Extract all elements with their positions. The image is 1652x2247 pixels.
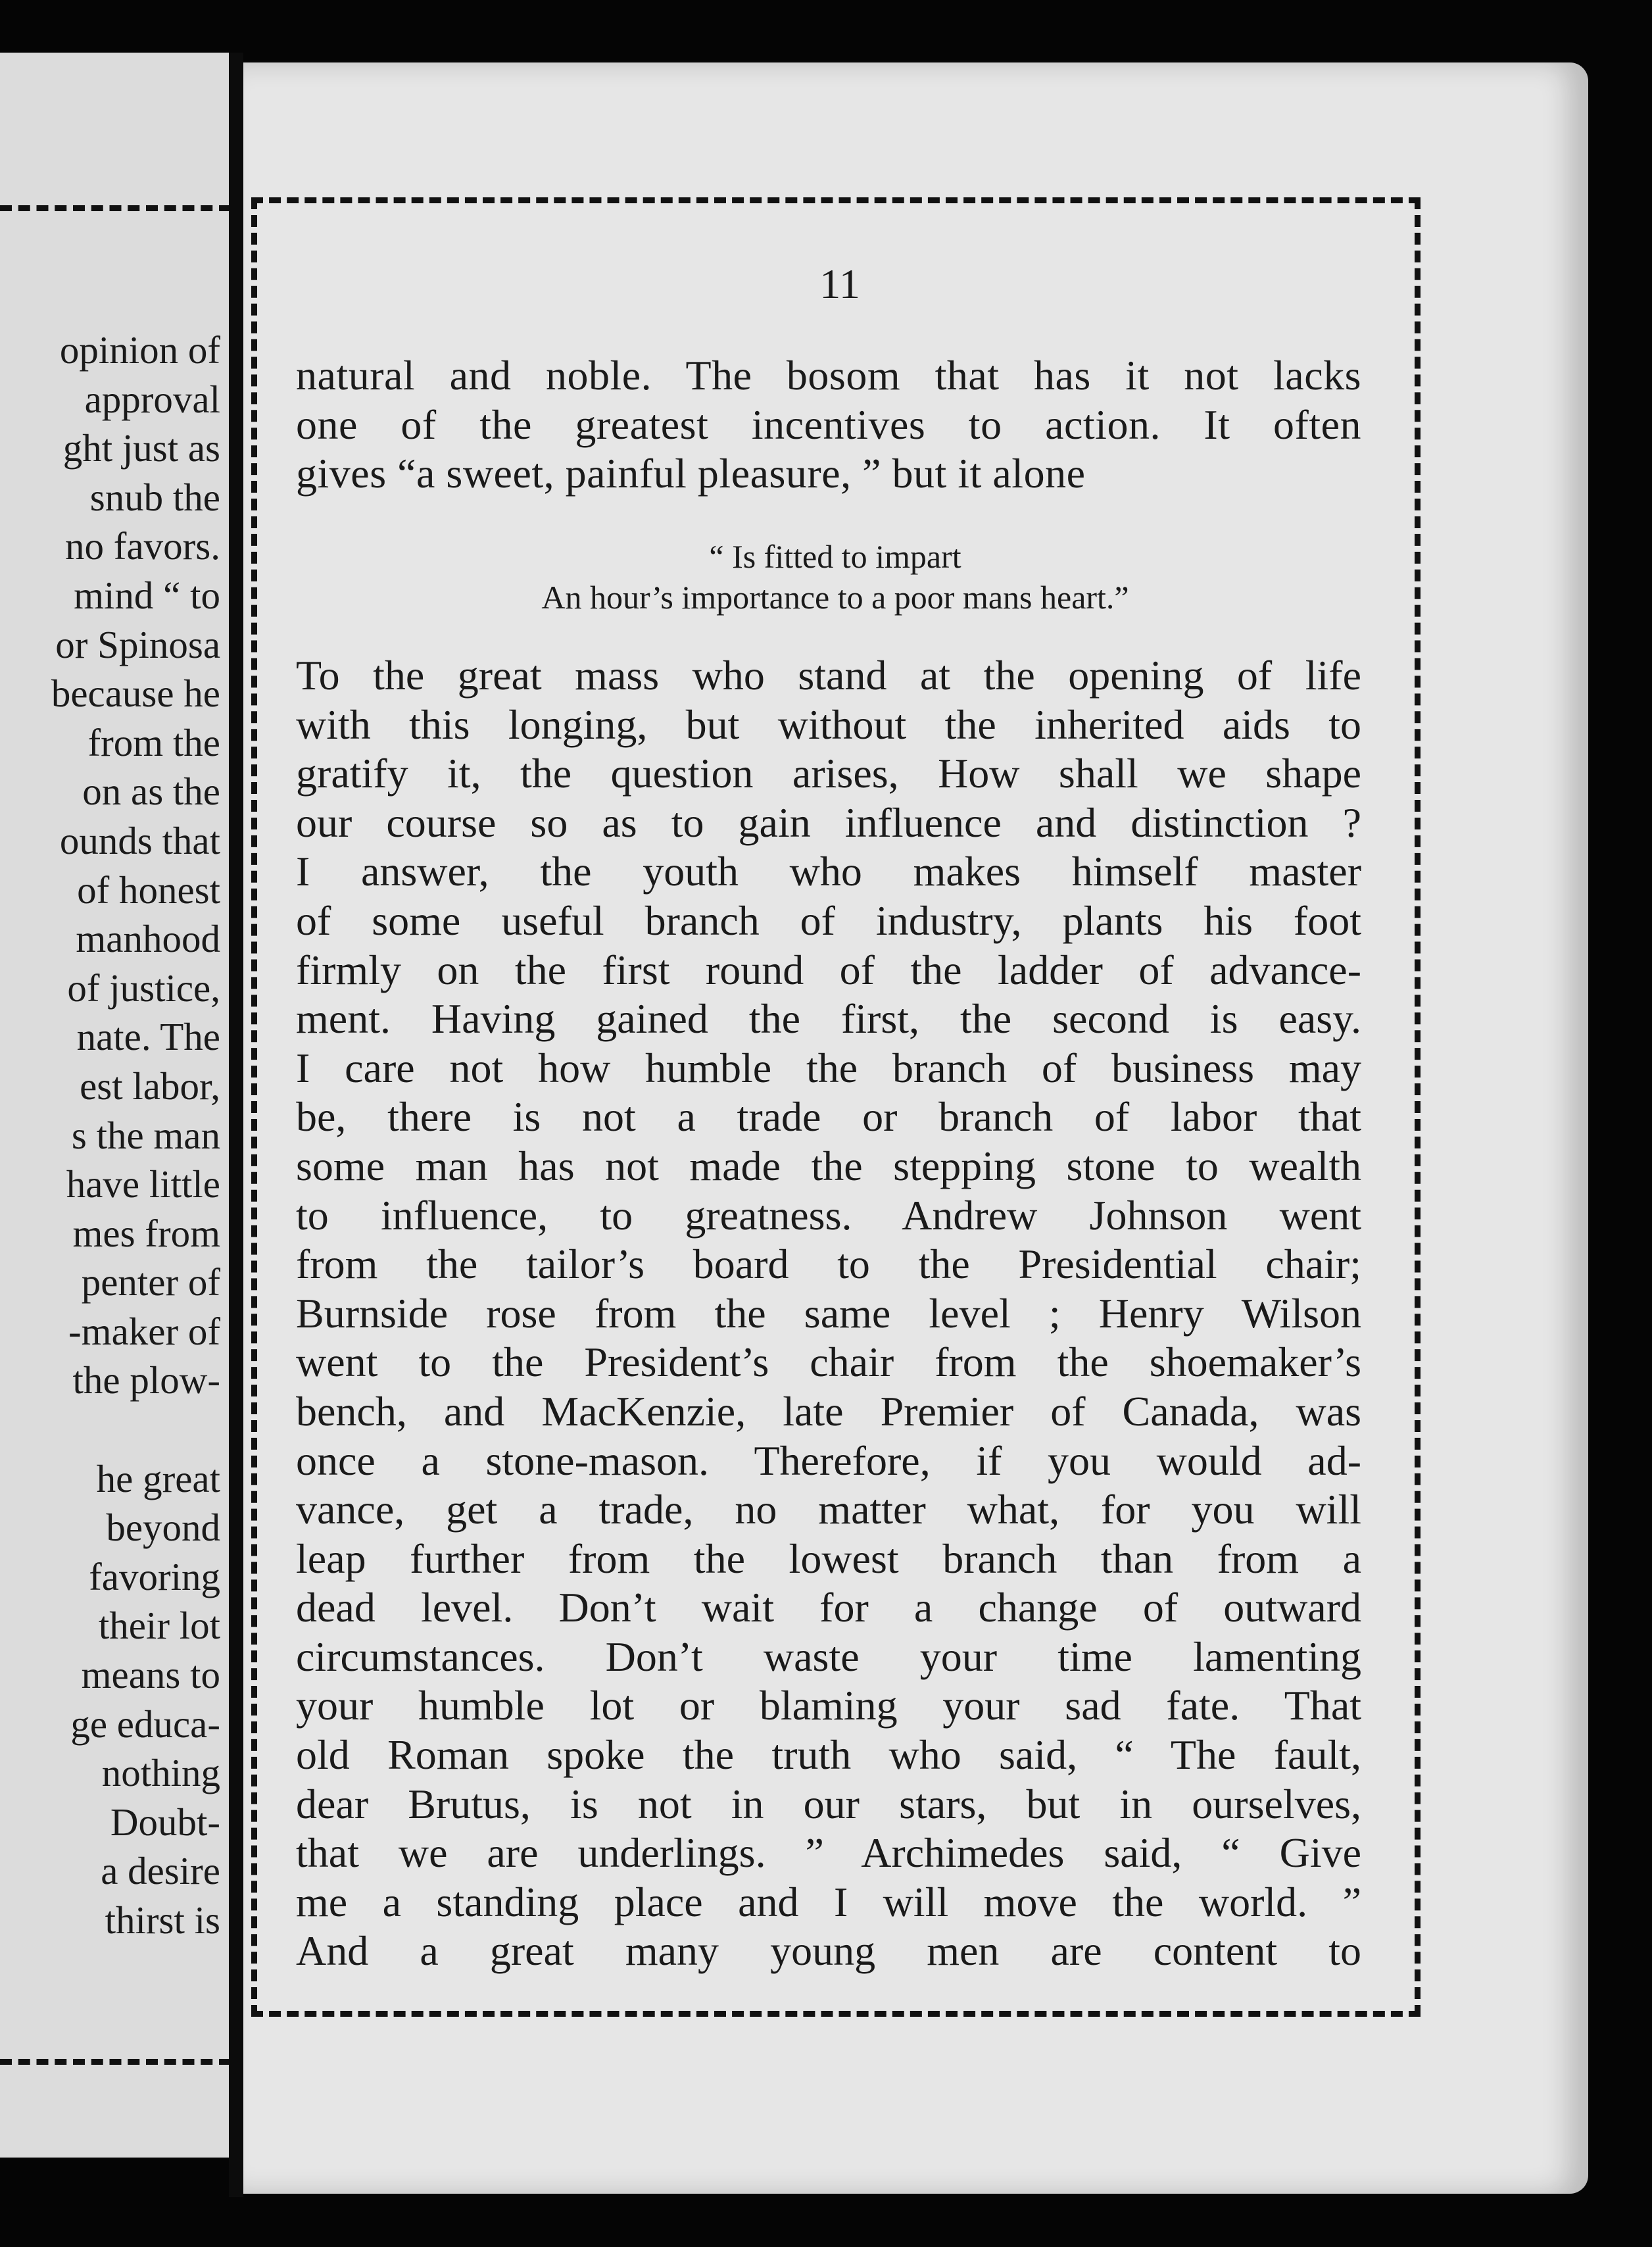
text-line: gratify it, the question arises, How shall we shape [296,750,1361,797]
text-line: vance, get a trade, no matter what, for you will [296,1486,1361,1533]
text-line: have little [66,1162,220,1206]
text-line: Burnside rose from the same level ; Henry Wilson [296,1289,1361,1337]
text-line: est labor, [80,1064,220,1108]
text-line [0,1405,220,1454]
text-line: our course so as to gain influence and distinction ? [296,799,1361,846]
text-line: because he [51,672,220,716]
text-line: To the great mass who stand at the opening of life [296,652,1361,699]
text-line: approval [84,377,220,421]
text-line: one of the greatest incentives to action. It often [296,401,1361,448]
text-line: ment. Having gained the first, the second is easy. [296,995,1361,1043]
text-line: no favors. [65,524,220,568]
text-line: I answer, the youth who makes himself master [296,848,1361,895]
text-line: from the [87,720,220,764]
text-line: went to the President’s chair from the shoemaker’s [296,1339,1361,1386]
text-line: to influence, to greatness. Andrew Johnson went [296,1191,1361,1239]
text-line: of justice, [67,966,220,1010]
text-line: opinion of [59,328,220,372]
text-line: their lot [98,1604,220,1648]
text-line: nate. The [76,1015,220,1059]
text-line: dead level. Don’t wait for a change of outward [296,1584,1361,1631]
text-line: beyond [106,1506,220,1550]
text-line: your humble lot or blaming your sad fate. That [296,1682,1361,1729]
text-line: I care not how humble the branch of business may [296,1044,1361,1091]
paragraph-1 [296,351,1361,499]
text-line: ounds that [59,818,220,862]
text-line: with this longing, but without the inherited aids to [296,701,1361,748]
text-line: once a stone-mason. Therefore, if you would ad- [296,1437,1361,1484]
text-line: gives “a sweet, painful pleasure, ” but it alone [296,450,1086,497]
text-line: favoring [89,1554,220,1598]
text-line: old Roman spoke the truth who said, “ The fault, [296,1731,1361,1779]
text-line: dear Brutus, is not in our stars, but in ourselves, [296,1780,1361,1827]
text-line: thirst is [105,1898,220,1942]
text-line: “ Is fitted to impart [709,538,961,575]
text-line: he great [96,1456,220,1500]
text-line: the plow- [72,1358,220,1402]
text-line: An hour’s importance to a poor mans heart.” [541,579,1129,616]
book-gutter [229,53,243,2197]
text-line: manhood [76,917,220,961]
quotation [395,536,1276,618]
text-line: of honest [77,868,220,912]
text-line: nothing [101,1751,220,1795]
page-number: 11 [819,260,860,307]
text-line: bench, and MacKenzie, late Premier of Canada, was [296,1387,1361,1435]
text-line: a desire [101,1849,220,1893]
text-line: or Spinosa [55,622,220,666]
text-line: circumstances. Don’t waste your time lamenting [296,1633,1361,1680]
text-line: penter of [81,1260,220,1304]
text-line: means to [81,1653,220,1697]
text-line: be, there is not a trade or branch of labor that [296,1093,1361,1141]
text-line: of some useful branch of industry, plants his foot [296,897,1361,944]
text-line: Doubt- [110,1800,220,1844]
text-line: snub the [89,475,220,519]
text-line: firmly on the first round of the ladder of advance- [296,946,1361,993]
text-line: s the man [71,1113,220,1157]
paragraph-2 [296,651,1361,1976]
text-line: mes from [72,1211,220,1255]
text-line: -maker of [68,1309,220,1353]
text-line: natural and noble. The bosom that has it not lacks [296,352,1361,399]
left-page-fragment [0,53,240,2158]
text-line: me a standing place and I will move the world. ” [296,1878,1361,1925]
text-line: leap further from the lowest branch than from a [296,1535,1361,1582]
text-line: ght just as [62,426,220,470]
text-line: that we are underlings. ” Archimedes said, “ Give [296,1829,1361,1877]
left-page-text [0,326,220,1945]
text-line: from the tailor’s board to the Presidential chair; [296,1241,1361,1288]
text-line: And a great many young men are content to [296,1927,1361,1975]
text-line: on as the [82,770,220,814]
left-border-bottom [0,2059,231,2065]
text-line: some man has not made the stepping stone to wealth [296,1142,1361,1189]
text-line: mind “ to [74,573,220,617]
left-border-top [0,205,231,211]
text-line: ge educa- [70,1702,220,1746]
